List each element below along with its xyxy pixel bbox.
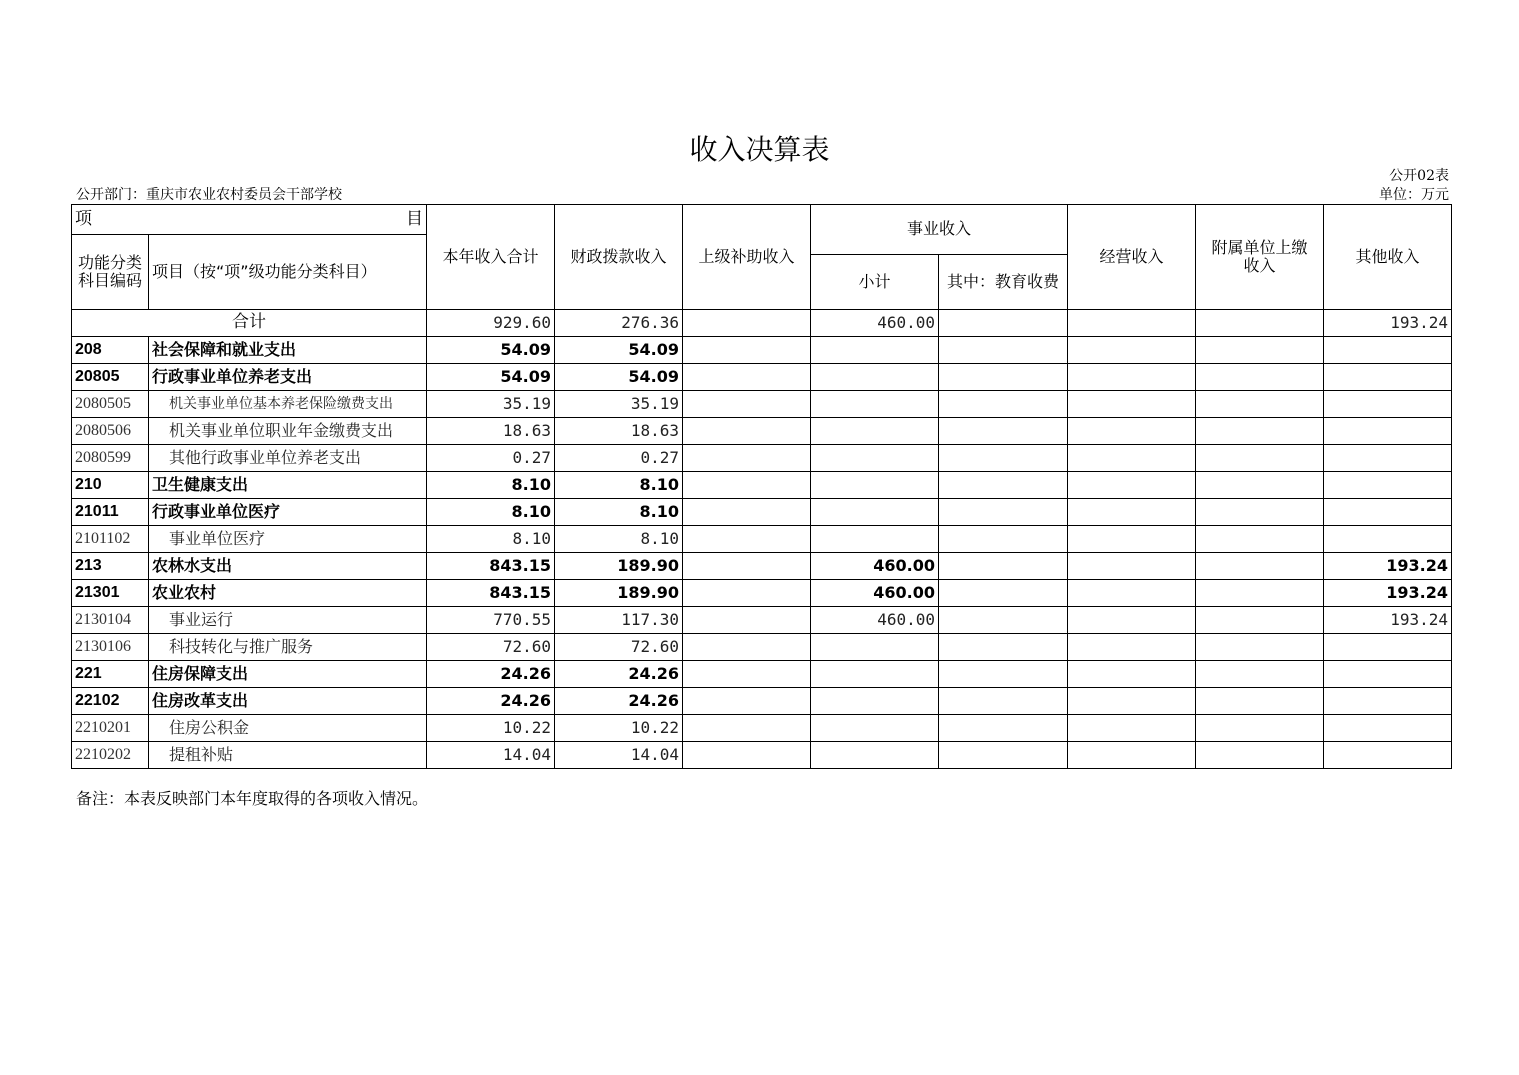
row-cell-affiliated bbox=[1196, 337, 1324, 364]
row-cell-other bbox=[1324, 418, 1452, 445]
row-cell-total: 10.22 bbox=[427, 715, 555, 742]
row-cell-total: 24.26 bbox=[427, 661, 555, 688]
row-cell-operating bbox=[1068, 661, 1196, 688]
row-cell-operating bbox=[1068, 526, 1196, 553]
row-cell-total: 8.10 bbox=[427, 526, 555, 553]
header-other: 其他收入 bbox=[1324, 205, 1452, 310]
table-row bbox=[72, 553, 1452, 580]
row-cell-total: 843.15 bbox=[427, 580, 555, 607]
row-cell-superior bbox=[683, 418, 811, 445]
row-cell-other bbox=[1324, 715, 1452, 742]
table-row bbox=[72, 472, 1452, 499]
row-cell-fiscal: 18.63 bbox=[555, 418, 683, 445]
row-cell-total: 14.04 bbox=[427, 742, 555, 769]
row-cell-fiscal: 24.26 bbox=[555, 688, 683, 715]
row-code: 2130106 bbox=[72, 634, 149, 661]
row-cell-subtotal bbox=[811, 715, 939, 742]
row-name: 机关事业单位基本养老保险缴费支出 bbox=[149, 391, 427, 418]
row-name: 事业单位医疗 bbox=[149, 526, 427, 553]
row-cell-superior bbox=[683, 337, 811, 364]
row-code: 21301 bbox=[72, 580, 149, 607]
row-code: 210 bbox=[72, 472, 149, 499]
row-cell-affiliated bbox=[1196, 715, 1324, 742]
row-code: 2210201 bbox=[72, 715, 149, 742]
row-name: 提租补贴 bbox=[149, 742, 427, 769]
table-row bbox=[72, 580, 1452, 607]
row-name: 事业运行 bbox=[149, 607, 427, 634]
total-cell-total: 929.60 bbox=[427, 310, 555, 337]
row-cell-subtotal bbox=[811, 445, 939, 472]
row-cell-other bbox=[1324, 391, 1452, 418]
row-cell-affiliated bbox=[1196, 364, 1324, 391]
row-cell-fiscal: 0.27 bbox=[555, 445, 683, 472]
row-code: 2210202 bbox=[72, 742, 149, 769]
row-cell-operating bbox=[1068, 337, 1196, 364]
row-cell-other bbox=[1324, 337, 1452, 364]
row-cell-subtotal bbox=[811, 391, 939, 418]
row-cell-other: 193.24 bbox=[1324, 580, 1452, 607]
row-cell-superior bbox=[683, 391, 811, 418]
row-cell-operating bbox=[1068, 445, 1196, 472]
header-business: 事业收入 bbox=[811, 205, 1068, 255]
row-cell-fiscal: 10.22 bbox=[555, 715, 683, 742]
row-cell-other bbox=[1324, 688, 1452, 715]
report-title: 收入决算表 bbox=[689, 133, 830, 166]
header-subtotal: 小计 bbox=[811, 255, 939, 310]
row-cell-operating bbox=[1068, 364, 1196, 391]
row-cell-other: 193.24 bbox=[1324, 607, 1452, 634]
row-cell-fiscal: 8.10 bbox=[555, 472, 683, 499]
row-cell-affiliated bbox=[1196, 742, 1324, 769]
row-code: 2101102 bbox=[72, 526, 149, 553]
table-body bbox=[72, 310, 1452, 769]
table-row bbox=[72, 418, 1452, 445]
row-code: 213 bbox=[72, 553, 149, 580]
row-name: 其他行政事业单位养老支出 bbox=[149, 445, 427, 472]
row-cell-other: 193.24 bbox=[1324, 553, 1452, 580]
header-item bbox=[72, 205, 427, 235]
row-cell-affiliated bbox=[1196, 391, 1324, 418]
row-cell-superior bbox=[683, 526, 811, 553]
row-code: 2080599 bbox=[72, 445, 149, 472]
row-cell-subtotal bbox=[811, 526, 939, 553]
header-name: 项目（按“项”级功能分类科目） bbox=[149, 235, 427, 310]
table-row bbox=[72, 715, 1452, 742]
row-cell-other bbox=[1324, 472, 1452, 499]
table-row bbox=[72, 445, 1452, 472]
row-cell-subtotal bbox=[811, 661, 939, 688]
header-total: 本年收入合计 bbox=[427, 205, 555, 310]
header-superior: 上级补助收入 bbox=[683, 205, 811, 310]
table-row bbox=[72, 391, 1452, 418]
row-code: 22102 bbox=[72, 688, 149, 715]
row-name: 农林水支出 bbox=[149, 553, 427, 580]
total-cell-subtotal: 460.00 bbox=[811, 310, 939, 337]
row-cell-operating bbox=[1068, 742, 1196, 769]
table-row bbox=[72, 499, 1452, 526]
row-cell-superior bbox=[683, 445, 811, 472]
row-cell-other bbox=[1324, 742, 1452, 769]
row-cell-other bbox=[1324, 634, 1452, 661]
row-cell-fiscal: 8.10 bbox=[555, 499, 683, 526]
total-cell-other: 193.24 bbox=[1324, 310, 1452, 337]
header-code: 功能分类科目编码 bbox=[72, 235, 149, 310]
row-cell-education bbox=[939, 688, 1068, 715]
total-cell-affiliated bbox=[1196, 310, 1324, 337]
row-cell-total: 72.60 bbox=[427, 634, 555, 661]
row-name: 住房改革支出 bbox=[149, 688, 427, 715]
row-code: 2130104 bbox=[72, 607, 149, 634]
row-name: 住房公积金 bbox=[149, 715, 427, 742]
row-cell-fiscal: 117.30 bbox=[555, 607, 683, 634]
row-cell-operating bbox=[1068, 634, 1196, 661]
row-cell-fiscal: 72.60 bbox=[555, 634, 683, 661]
row-cell-affiliated bbox=[1196, 445, 1324, 472]
row-cell-fiscal: 54.09 bbox=[555, 364, 683, 391]
table-header bbox=[72, 205, 1452, 310]
row-name: 机关事业单位职业年金缴费支出 bbox=[149, 418, 427, 445]
total-cell-superior bbox=[683, 310, 811, 337]
row-cell-subtotal bbox=[811, 472, 939, 499]
header-item-start: 项 bbox=[75, 208, 92, 229]
row-code: 208 bbox=[72, 337, 149, 364]
row-cell-total: 24.26 bbox=[427, 688, 555, 715]
row-cell-subtotal bbox=[811, 499, 939, 526]
row-code: 21011 bbox=[72, 499, 149, 526]
row-code: 20805 bbox=[72, 364, 149, 391]
header-operating: 经营收入 bbox=[1068, 205, 1196, 310]
table-row bbox=[72, 634, 1452, 661]
footnote: 备注：本表反映部门本年度取得的各项收入情况。 bbox=[76, 789, 429, 808]
row-cell-fiscal: 35.19 bbox=[555, 391, 683, 418]
header-item-end: 目 bbox=[406, 208, 423, 229]
row-cell-subtotal bbox=[811, 634, 939, 661]
row-cell-operating bbox=[1068, 580, 1196, 607]
table-row bbox=[72, 688, 1452, 715]
row-cell-education bbox=[939, 553, 1068, 580]
row-cell-affiliated bbox=[1196, 418, 1324, 445]
row-cell-education bbox=[939, 526, 1068, 553]
row-cell-affiliated bbox=[1196, 661, 1324, 688]
row-cell-superior bbox=[683, 472, 811, 499]
income-table bbox=[71, 204, 1452, 769]
row-name: 农业农村 bbox=[149, 580, 427, 607]
row-cell-total: 18.63 bbox=[427, 418, 555, 445]
row-cell-education bbox=[939, 337, 1068, 364]
row-code: 2080505 bbox=[72, 391, 149, 418]
row-cell-affiliated bbox=[1196, 553, 1324, 580]
row-cell-fiscal: 189.90 bbox=[555, 580, 683, 607]
row-cell-total: 35.19 bbox=[427, 391, 555, 418]
row-name: 住房保障支出 bbox=[149, 661, 427, 688]
row-cell-operating bbox=[1068, 391, 1196, 418]
row-cell-subtotal: 460.00 bbox=[811, 607, 939, 634]
table-row bbox=[72, 742, 1452, 769]
row-cell-education bbox=[939, 499, 1068, 526]
header-fiscal: 财政拨款收入 bbox=[555, 205, 683, 310]
row-cell-education bbox=[939, 391, 1068, 418]
form-number: 公开02表 bbox=[1389, 168, 1449, 184]
row-cell-education bbox=[939, 472, 1068, 499]
row-cell-operating bbox=[1068, 472, 1196, 499]
row-cell-affiliated bbox=[1196, 472, 1324, 499]
row-name: 行政事业单位医疗 bbox=[149, 499, 427, 526]
row-cell-education bbox=[939, 580, 1068, 607]
row-cell-operating bbox=[1068, 607, 1196, 634]
row-cell-other bbox=[1324, 526, 1452, 553]
table-row bbox=[72, 661, 1452, 688]
row-cell-education bbox=[939, 661, 1068, 688]
row-cell-superior bbox=[683, 634, 811, 661]
row-cell-superior bbox=[683, 661, 811, 688]
table-row bbox=[72, 337, 1452, 364]
unit-label: 单位：万元 bbox=[1379, 187, 1449, 203]
row-cell-affiliated bbox=[1196, 580, 1324, 607]
row-cell-other bbox=[1324, 364, 1452, 391]
row-cell-superior bbox=[683, 742, 811, 769]
total-cell-education bbox=[939, 310, 1068, 337]
row-cell-fiscal: 24.26 bbox=[555, 661, 683, 688]
row-cell-total: 8.10 bbox=[427, 472, 555, 499]
table-row bbox=[72, 364, 1452, 391]
row-cell-superior bbox=[683, 688, 811, 715]
row-cell-superior bbox=[683, 607, 811, 634]
row-cell-subtotal bbox=[811, 742, 939, 769]
table-row bbox=[72, 526, 1452, 553]
row-cell-superior bbox=[683, 364, 811, 391]
row-cell-affiliated bbox=[1196, 688, 1324, 715]
row-cell-other bbox=[1324, 499, 1452, 526]
row-cell-fiscal: 54.09 bbox=[555, 337, 683, 364]
row-cell-subtotal bbox=[811, 337, 939, 364]
row-cell-operating bbox=[1068, 418, 1196, 445]
row-name: 社会保障和就业支出 bbox=[149, 337, 427, 364]
total-cell-fiscal: 276.36 bbox=[555, 310, 683, 337]
row-cell-affiliated bbox=[1196, 499, 1324, 526]
row-cell-education bbox=[939, 364, 1068, 391]
row-cell-superior bbox=[683, 553, 811, 580]
row-cell-subtotal bbox=[811, 418, 939, 445]
row-name: 卫生健康支出 bbox=[149, 472, 427, 499]
row-cell-subtotal bbox=[811, 688, 939, 715]
row-cell-subtotal bbox=[811, 364, 939, 391]
row-code: 221 bbox=[72, 661, 149, 688]
row-cell-total: 0.27 bbox=[427, 445, 555, 472]
row-cell-superior bbox=[683, 580, 811, 607]
row-cell-total: 770.55 bbox=[427, 607, 555, 634]
row-cell-education bbox=[939, 742, 1068, 769]
row-cell-operating bbox=[1068, 688, 1196, 715]
row-cell-affiliated bbox=[1196, 526, 1324, 553]
row-cell-other bbox=[1324, 445, 1452, 472]
row-name: 行政事业单位养老支出 bbox=[149, 364, 427, 391]
row-cell-total: 843.15 bbox=[427, 553, 555, 580]
row-cell-operating bbox=[1068, 553, 1196, 580]
row-cell-other bbox=[1324, 661, 1452, 688]
row-cell-education bbox=[939, 715, 1068, 742]
row-cell-total: 54.09 bbox=[427, 337, 555, 364]
row-name: 科技转化与推广服务 bbox=[149, 634, 427, 661]
row-cell-subtotal: 460.00 bbox=[811, 580, 939, 607]
row-cell-affiliated bbox=[1196, 607, 1324, 634]
row-cell-education bbox=[939, 634, 1068, 661]
row-cell-operating bbox=[1068, 715, 1196, 742]
row-cell-superior bbox=[683, 715, 811, 742]
row-cell-total: 54.09 bbox=[427, 364, 555, 391]
department-label: 公开部门：重庆市农业农村委员会干部学校 bbox=[76, 187, 342, 203]
row-cell-education bbox=[939, 607, 1068, 634]
total-cell-operating bbox=[1068, 310, 1196, 337]
total-row bbox=[72, 310, 1452, 337]
table-row bbox=[72, 607, 1452, 634]
row-cell-education bbox=[939, 418, 1068, 445]
header-affiliated: 附属单位上缴收入 bbox=[1196, 205, 1324, 310]
row-cell-subtotal: 460.00 bbox=[811, 553, 939, 580]
row-cell-total: 8.10 bbox=[427, 499, 555, 526]
row-cell-fiscal: 14.04 bbox=[555, 742, 683, 769]
row-cell-operating bbox=[1068, 499, 1196, 526]
row-code: 2080506 bbox=[72, 418, 149, 445]
row-cell-fiscal: 189.90 bbox=[555, 553, 683, 580]
total-label: 合计 bbox=[72, 310, 427, 337]
row-cell-affiliated bbox=[1196, 634, 1324, 661]
row-cell-education bbox=[939, 445, 1068, 472]
header-education: 其中：教育收费 bbox=[939, 255, 1068, 310]
row-cell-superior bbox=[683, 499, 811, 526]
row-cell-fiscal: 8.10 bbox=[555, 526, 683, 553]
